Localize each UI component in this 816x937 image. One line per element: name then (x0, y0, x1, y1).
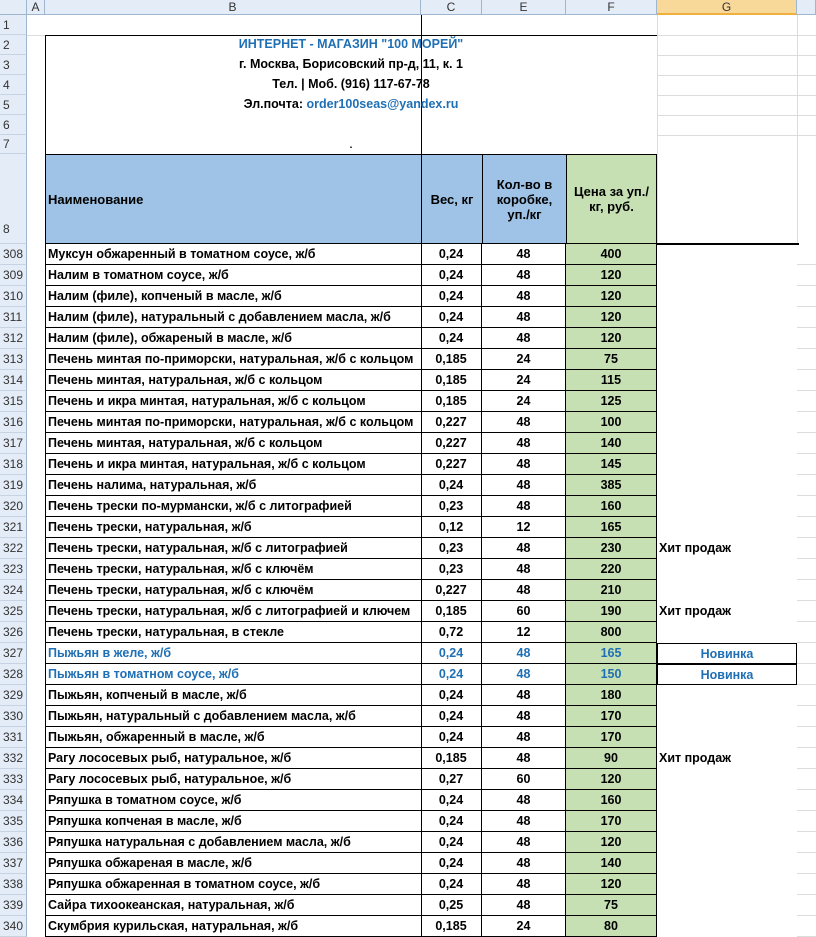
product-name-cell[interactable]: Пыжьян, обжаренный в масле, ж/б (45, 727, 422, 748)
row-header[interactable]: 329 (0, 685, 27, 706)
product-name-cell[interactable]: Налим (филе), натуральный с добавлением масла, ж/б (45, 307, 422, 328)
product-name-cell[interactable]: Ряпушка натуральная с добавлением масла, ж/б (45, 832, 422, 853)
price-cell[interactable]: 150 (566, 664, 657, 685)
product-name-cell[interactable]: Печень трески, натуральная, ж/б с литографией и ключем (45, 601, 422, 622)
product-name-cell[interactable]: Печень минтая по-приморски, натуральная, ж/б с кольцом (45, 349, 422, 370)
row-header[interactable]: 321 (0, 517, 27, 538)
price-cell[interactable]: 165 (566, 643, 657, 664)
weight-cell[interactable]: 0,24 (421, 643, 482, 664)
row-header[interactable]: 324 (0, 580, 27, 601)
weight-cell[interactable]: 0,24 (421, 685, 482, 706)
product-name-cell[interactable]: Печень и икра минтая, натуральная, ж/б с кольцом (45, 454, 422, 475)
price-cell[interactable]: 800 (566, 622, 657, 643)
qty-cell[interactable]: 24 (482, 370, 566, 391)
weight-cell[interactable]: 0,24 (421, 307, 482, 328)
weight-cell[interactable]: 0,24 (421, 286, 482, 307)
qty-cell[interactable]: 48 (482, 790, 566, 811)
product-name-cell[interactable]: Печень и икра минтая, натуральная, ж/б с кольцом (45, 391, 422, 412)
price-cell[interactable]: 170 (566, 811, 657, 832)
price-cell[interactable]: 120 (566, 874, 657, 895)
row-header[interactable]: 333 (0, 769, 27, 790)
price-cell[interactable]: 180 (566, 685, 657, 706)
row-header[interactable]: 3 (0, 55, 27, 75)
product-name-cell[interactable]: Пыжьян, натуральный с добавлением масла, ж/б (45, 706, 422, 727)
weight-cell[interactable]: 0,72 (421, 622, 482, 643)
qty-cell[interactable]: 12 (482, 517, 566, 538)
column-header-b[interactable]: B (45, 0, 421, 15)
qty-cell[interactable]: 48 (482, 286, 566, 307)
price-cell[interactable]: 400 (566, 244, 657, 265)
qty-cell[interactable]: 48 (482, 874, 566, 895)
qty-cell[interactable]: 24 (482, 391, 566, 412)
price-cell[interactable]: 170 (566, 727, 657, 748)
weight-cell[interactable]: 0,23 (421, 496, 482, 517)
weight-cell[interactable]: 0,227 (421, 412, 482, 433)
weight-cell[interactable]: 0,185 (421, 349, 482, 370)
row-header[interactable]: 314 (0, 370, 27, 391)
row-header[interactable]: 335 (0, 811, 27, 832)
column-header-e[interactable]: E (482, 0, 566, 15)
row-header[interactable]: 313 (0, 349, 27, 370)
product-name-cell[interactable]: Рагу лососевых рыб, натуральное, ж/б (45, 769, 422, 790)
row-header[interactable]: 322 (0, 538, 27, 559)
price-cell[interactable]: 140 (566, 433, 657, 454)
row-header[interactable]: 8 (0, 154, 27, 244)
header-weight: Вес, кг (421, 154, 483, 244)
product-name-cell[interactable]: Сайра тихоокеанская, натуральная, ж/б (45, 895, 422, 916)
weight-cell[interactable]: 0,185 (421, 601, 482, 622)
note-cell[interactable]: Хит продаж (659, 751, 732, 765)
product-name-cell[interactable]: Печень трески, натуральная, ж/б с ключём (45, 580, 422, 601)
header-bottom-border (657, 243, 799, 245)
qty-cell[interactable]: 48 (482, 559, 566, 580)
select-all-corner[interactable] (0, 0, 27, 15)
price-cell[interactable]: 160 (566, 496, 657, 517)
column-header-f[interactable]: F (566, 0, 657, 15)
price-cell[interactable]: 210 (566, 580, 657, 601)
qty-cell[interactable]: 48 (482, 748, 566, 769)
row-header[interactable]: 5 (0, 95, 27, 115)
product-name-cell[interactable]: Налим в томатном соусе, ж/б (45, 265, 422, 286)
note-cell[interactable]: Хит продаж (659, 541, 732, 555)
row-header[interactable]: 312 (0, 328, 27, 349)
weight-cell[interactable]: 0,24 (421, 706, 482, 727)
price-cell[interactable]: 90 (566, 748, 657, 769)
shop-email-link[interactable]: order100seas@yandex.ru (306, 97, 459, 111)
price-cell[interactable]: 190 (566, 601, 657, 622)
product-name-cell[interactable]: Пыжьян, копченый в масле, ж/б (45, 685, 422, 706)
shop-phone: Тел. | Моб. (916) 117-67-78 (272, 77, 430, 91)
weight-cell[interactable]: 0,23 (421, 559, 482, 580)
product-name-cell[interactable]: Печень минтая, натуральная, ж/б с кольцом (45, 370, 422, 391)
price-cell[interactable]: 120 (566, 286, 657, 307)
note-cell[interactable]: Хит продаж (659, 604, 732, 618)
row-header[interactable]: 337 (0, 853, 27, 874)
qty-cell[interactable]: 48 (482, 685, 566, 706)
weight-cell[interactable]: 0,227 (421, 454, 482, 475)
weight-cell[interactable]: 0,185 (421, 370, 482, 391)
weight-cell[interactable]: 0,24 (421, 853, 482, 874)
qty-cell[interactable]: 48 (482, 244, 566, 265)
qty-cell[interactable]: 12 (482, 622, 566, 643)
price-cell[interactable]: 145 (566, 454, 657, 475)
weight-cell[interactable]: 0,24 (421, 832, 482, 853)
qty-cell[interactable]: 48 (482, 643, 566, 664)
weight-cell[interactable]: 0,24 (421, 874, 482, 895)
header-qty: Кол-во в коробке, уп./кг (482, 154, 567, 244)
product-name-cell[interactable]: Муксун обжаренный в томатном соусе, ж/б (45, 244, 422, 265)
product-name-cell[interactable]: Ряпушка в томатном соусе, ж/б (45, 790, 422, 811)
weight-cell[interactable]: 0,227 (421, 580, 482, 601)
product-name-cell[interactable]: Налим (филе), копченый в масле, ж/б (45, 286, 422, 307)
qty-cell[interactable]: 48 (482, 496, 566, 517)
row-header[interactable]: 1 (0, 15, 27, 35)
weight-cell[interactable]: 0,25 (421, 895, 482, 916)
weight-cell[interactable]: 0,24 (421, 664, 482, 685)
column-header-g[interactable]: G (657, 0, 797, 15)
shop-email-line (45, 97, 657, 111)
qty-cell[interactable]: 48 (482, 580, 566, 601)
weight-cell[interactable]: 0,185 (421, 916, 482, 937)
row-header[interactable]: 332 (0, 748, 27, 769)
row-header[interactable]: 320 (0, 496, 27, 517)
row-header[interactable]: 331 (0, 727, 27, 748)
qty-cell[interactable]: 48 (482, 307, 566, 328)
note-cell[interactable]: Новинка (657, 643, 797, 664)
price-cell[interactable]: 120 (566, 307, 657, 328)
header-price: Цена за уп./кг, руб. (566, 154, 657, 244)
product-name-cell[interactable]: Печень минтая, натуральная, ж/б с кольцом (45, 433, 422, 454)
price-cell[interactable]: 165 (566, 517, 657, 538)
price-cell[interactable]: 170 (566, 706, 657, 727)
weight-cell[interactable]: 0,24 (421, 727, 482, 748)
row-header[interactable]: 7 (0, 135, 27, 154)
qty-cell[interactable]: 48 (482, 538, 566, 559)
row-header[interactable]: 339 (0, 895, 27, 916)
product-name-cell[interactable]: Скумбрия курильская, натуральная, ж/б (45, 916, 422, 937)
row-header[interactable]: 311 (0, 307, 27, 328)
row-header[interactable]: 308 (0, 244, 27, 265)
column-header-a[interactable]: A (27, 0, 45, 15)
row-header[interactable]: 327 (0, 643, 27, 664)
row-header[interactable]: 310 (0, 286, 27, 307)
row-header[interactable]: 4 (0, 75, 27, 95)
row-header[interactable]: 316 (0, 412, 27, 433)
weight-cell[interactable]: 0,24 (421, 328, 482, 349)
row-header[interactable]: 330 (0, 706, 27, 727)
qty-cell[interactable]: 48 (482, 895, 566, 916)
row-header[interactable]: 323 (0, 559, 27, 580)
qty-cell[interactable]: 48 (482, 475, 566, 496)
row-header[interactable]: 317 (0, 433, 27, 454)
weight-cell[interactable]: 0,227 (421, 433, 482, 454)
qty-cell[interactable]: 48 (482, 328, 566, 349)
column-header-c[interactable]: C (421, 0, 482, 15)
price-cell[interactable]: 115 (566, 370, 657, 391)
qty-cell[interactable]: 24 (482, 916, 566, 937)
column-header-extra[interactable] (797, 0, 816, 15)
product-name-cell[interactable]: Печень налима, натуральная, ж/б (45, 475, 422, 496)
product-name-cell[interactable]: Ряпушка обжаренная в томатном соусе, ж/б (45, 874, 422, 895)
product-name-cell[interactable]: Печень минтая по-приморски, натуральная, ж/б с кольцом (45, 412, 422, 433)
qty-cell[interactable]: 48 (482, 811, 566, 832)
weight-cell[interactable]: 0,24 (421, 475, 482, 496)
weight-cell[interactable]: 0,24 (421, 244, 482, 265)
product-name-cell[interactable]: Печень трески, натуральная, ж/б с ключём (45, 559, 422, 580)
product-name-cell[interactable]: Печень трески по-мурмански, ж/б с литографией (45, 496, 422, 517)
price-cell[interactable]: 120 (566, 832, 657, 853)
price-cell[interactable]: 120 (566, 769, 657, 790)
price-cell[interactable]: 220 (566, 559, 657, 580)
weight-cell[interactable]: 0,23 (421, 538, 482, 559)
row-header[interactable]: 340 (0, 916, 27, 937)
product-name-cell[interactable]: Налим (филе), обжареный в масле, ж/б (45, 328, 422, 349)
product-name-cell[interactable]: Пыжьян в желе, ж/б (45, 643, 422, 664)
email-label: Эл.почта: (243, 97, 307, 111)
product-name-cell[interactable]: Печень трески, натуральная, ж/б (45, 517, 422, 538)
weight-cell[interactable]: 0,27 (421, 769, 482, 790)
row-header[interactable]: 309 (0, 265, 27, 286)
weight-cell[interactable]: 0,24 (421, 811, 482, 832)
price-cell[interactable]: 160 (566, 790, 657, 811)
product-name-cell[interactable]: Ряпушка копченая в масле, ж/б (45, 811, 422, 832)
product-name-cell[interactable]: Печень трески, натуральная, ж/б с литографией (45, 538, 422, 559)
qty-cell[interactable]: 48 (482, 832, 566, 853)
qty-cell[interactable]: 48 (482, 433, 566, 454)
price-cell[interactable]: 125 (566, 391, 657, 412)
qty-cell[interactable]: 48 (482, 454, 566, 475)
shop-info-box (45, 35, 657, 154)
row-header[interactable]: 318 (0, 454, 27, 475)
qty-cell[interactable]: 60 (482, 769, 566, 790)
price-cell[interactable]: 385 (566, 475, 657, 496)
weight-cell[interactable]: 0,24 (421, 790, 482, 811)
qty-cell[interactable]: 48 (482, 853, 566, 874)
qty-cell[interactable]: 48 (482, 664, 566, 685)
price-cell[interactable]: 75 (566, 895, 657, 916)
shop-dot: . (349, 140, 353, 151)
price-cell[interactable]: 100 (566, 412, 657, 433)
price-cell[interactable]: 230 (566, 538, 657, 559)
price-cell[interactable]: 80 (566, 916, 657, 937)
row-header[interactable]: 315 (0, 391, 27, 412)
header-name: Наименование (45, 154, 422, 244)
qty-cell[interactable]: 48 (482, 706, 566, 727)
shop-address: г. Москва, Борисовский пр-д, 11, к. 1 (239, 57, 463, 71)
qty-cell[interactable]: 24 (482, 349, 566, 370)
qty-cell[interactable]: 48 (482, 412, 566, 433)
row-header[interactable]: 319 (0, 475, 27, 496)
row-header[interactable]: 338 (0, 874, 27, 895)
product-name-cell[interactable]: Ряпушка обжареная в масле, ж/б (45, 853, 422, 874)
row-header[interactable]: 326 (0, 622, 27, 643)
row-header[interactable]: 336 (0, 832, 27, 853)
row-header[interactable]: 2 (0, 35, 27, 55)
row-header[interactable]: 6 (0, 115, 27, 135)
qty-cell[interactable]: 48 (482, 265, 566, 286)
weight-cell[interactable]: 0,185 (421, 391, 482, 412)
price-cell[interactable]: 120 (566, 265, 657, 286)
row-header[interactable]: 325 (0, 601, 27, 622)
price-cell[interactable]: 75 (566, 349, 657, 370)
price-cell[interactable]: 120 (566, 328, 657, 349)
row-header[interactable]: 328 (0, 664, 27, 685)
product-name-cell[interactable]: Рагу лососевых рыб, натуральное, ж/б (45, 748, 422, 769)
row-header[interactable]: 334 (0, 790, 27, 811)
qty-cell[interactable]: 60 (482, 601, 566, 622)
weight-cell[interactable]: 0,185 (421, 748, 482, 769)
shop-title: ИНТЕРНЕТ - МАГАЗИН "100 МОРЕЙ" (238, 37, 464, 51)
product-name-cell[interactable]: Печень трески, натуральная, в стекле (45, 622, 422, 643)
weight-cell[interactable]: 0,24 (421, 265, 482, 286)
note-cell[interactable]: Новинка (657, 664, 797, 685)
product-name-cell[interactable]: Пыжьян в томатном соусе, ж/б (45, 664, 422, 685)
price-cell[interactable]: 140 (566, 853, 657, 874)
weight-cell[interactable]: 0,12 (421, 517, 482, 538)
qty-cell[interactable]: 48 (482, 727, 566, 748)
